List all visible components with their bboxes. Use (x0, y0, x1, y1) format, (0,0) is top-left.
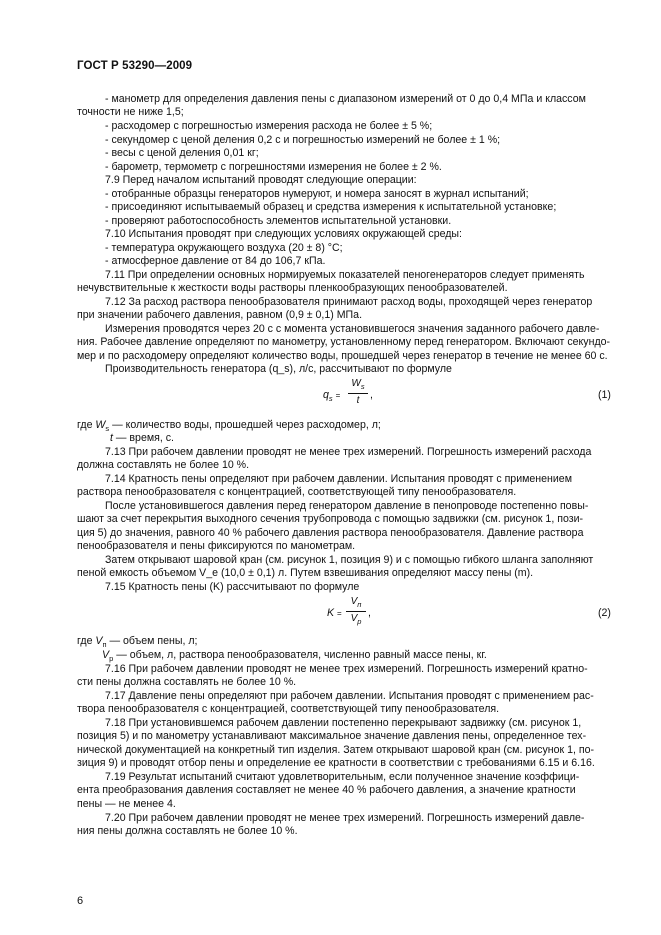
text-line: После установившегося давления перед генератором давление в пенопроводе постепенно повы- (105, 500, 589, 512)
text-line: раствора пенообразователя с концентрацией, соответствующей типу пенообразователя. (77, 486, 517, 498)
text-line: 7.11 При определении основных нормируемых показателей пеногенераторов следует применять (105, 269, 585, 281)
text-line: позиция 5) и по манометру устанавливают максимальное значение давления пены, определенное тех- (77, 730, 587, 742)
where-line: t — время, с. (110, 432, 174, 444)
text-line: мер и по расходомеру определяют количество воды, прошедшей через генератор в течение не менее 60 с. (77, 350, 608, 362)
text-line: - атмосферное давление от 84 до 106,7 кПа. (105, 255, 326, 267)
text-line: 7.20 При рабочем давлении проводят не менее трех измерений. Погрешность измерений давле- (105, 812, 585, 824)
text-line: шают за счет перекрытия выходного сечения трубопровода с помощью задвижки (см. рисунок 1, пози- (77, 513, 584, 525)
text-line: Производительность генератора (q_s), л/с, рассчитывают по формуле (105, 363, 452, 375)
text-line: 7.9 Перед началом испытаний проводят следующие операции: (105, 174, 417, 186)
text-line: Затем открывают шаровой кран (см. рисунок 1, позиция 9) и с помощью гибкого шланга заполняют (105, 554, 594, 566)
text-line: ция 5) до значения, равного 40 % рабочего давления раствора пенообразователя. Давление раствора (77, 527, 584, 539)
text-line: ния. Рабочее давление определяют по манометру, установленному перед генератором. Включают секундо- (77, 336, 611, 348)
text-line: 7.18 При установившемся рабочем давлении постепенно перекрывают задвижку (см. рисунок 1, (105, 717, 582, 729)
text-line: - проверяют работоспособность элементов испытательной установки. (105, 215, 452, 227)
where-line: $V_р$ — объем, л, раствора пенообразователя, численно равный массе пены, кг. (102, 649, 487, 664)
text-line: - секундомер с ценой деления 0,2 с и погрешностью измерений не более ± 1 %; (105, 134, 501, 146)
text-line: 7.16 При рабочем давлении проводят не менее трех измерений. Погрешность измерений кратно- (105, 663, 588, 675)
where-line: где $W_s$ — количество воды, прошедшей через расходомер, л; (77, 419, 381, 434)
equation-number: (2) (598, 607, 611, 619)
text-line: - отобранные образцы генераторов нумеруют, и номера заносят в журнал испытаний; (105, 188, 529, 200)
text-line: сти пены должна составлять не более 10 %. (77, 676, 297, 688)
text-line: Измерения проводятся через 20 с с момента установившегося значения заданного рабочего давле- (105, 323, 600, 335)
text-line: - расходомер с погрешностью измерения расхода не более ± 5 %; (105, 120, 433, 132)
text-line: - барометр, термометр с погрешностями измерения не более ± 2 %. (105, 161, 442, 173)
page-header-title: ГОСТ Р 53290—2009 (77, 60, 193, 72)
text-line: ния пены должна составлять не более 10 %. (77, 825, 298, 837)
equation-number: (1) (598, 389, 611, 401)
text-line: твора пенообразователя с концентрацией, соответствующей типу пенообразователя. (77, 703, 500, 715)
text-line: пенообразователя и пены фиксируются по манометрам. (77, 540, 356, 552)
text-line: - весы с ценой деления 0,01 кг; (105, 147, 259, 159)
text-line: пены — не менее 4. (77, 798, 176, 810)
text-line: нической документацией на конкретный тип изделия. Затем открывают шаровой кран (см. рисунок 1, по- (77, 744, 595, 756)
text-line: 7.10 Испытания проводят при следующих условиях окружающей среды: (105, 228, 462, 240)
text-line: 7.14 Кратность пены определяют при рабочем давлении. Испытания проводят с применением (105, 473, 572, 485)
where-line: где $V_п$ — объем пены, л; (77, 635, 198, 650)
text-line: - температура окружающего воздуха (20 ± 8) °С; (105, 242, 343, 254)
text-line: 7.15 Кратность пены (K) рассчитывают по формуле (105, 581, 360, 593)
text-line: зиция 9) и проводят отбор пены и определение ее кратности в соответствии с требованиями 6.15 и 6.16. (77, 757, 595, 769)
text-line: должна составлять не более 10 %. (77, 459, 250, 471)
text-line: точности не ниже 1,5; (77, 106, 184, 118)
text-line: при значении рабочего давления, равном (0,9 ± 0,1) МПа. (77, 309, 363, 321)
text-line: - манометр для определения давления пены с диапазоном измерений от 0 до 0,4 МПа и классом (105, 93, 586, 105)
text-line: ента преобразования давления составляет не менее 40 % рабочего давления, а значение кратности (77, 784, 576, 796)
text-line: 7.12 За расход раствора пенообразователя принимают расход воды, проходящей через генератор (105, 296, 593, 308)
text-line: 7.17 Давление пены определяют при рабочем давлении. Испытания проводят с применением рас- (105, 690, 594, 702)
page-number: 6 (77, 895, 84, 907)
text-line: 7.13 При рабочем давлении проводят не менее трех измерений. Погрешность измерений расхода (105, 446, 592, 458)
text-line: 7.19 Результат испытаний считают удовлетворительным, если полученное значение коэффици- (105, 771, 580, 783)
text-line: пеной емкость объемом V_e (10,0 ± 0,1) л. Путем взвешивания определяют массу пены (m). (77, 567, 534, 579)
text-line: - присоединяют испытываемый образец и средства измерения к испытательной установке; (105, 201, 557, 213)
text-line: нечувствительные к жесткости воды растворы пленкообразующих пенообразователей. (77, 282, 508, 294)
